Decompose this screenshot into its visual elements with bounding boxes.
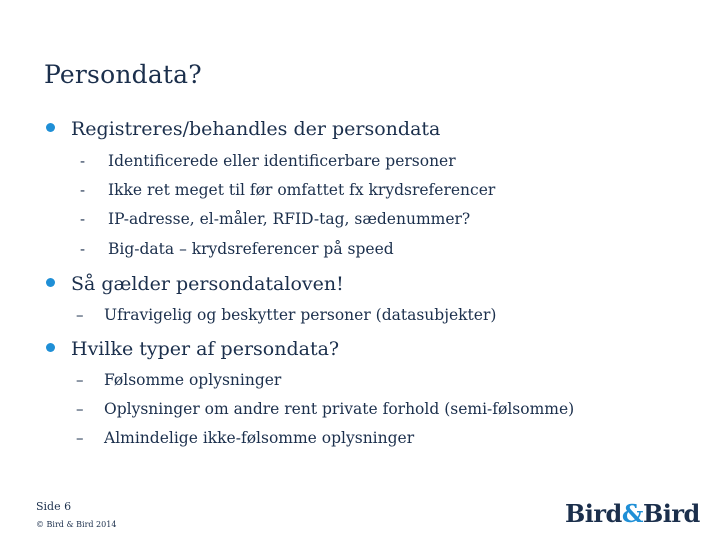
sub-item xyxy=(80,210,470,228)
dash-icon: – xyxy=(76,400,84,418)
sub-text: Oplysninger om andre rent private forhold (semi-følsomme) xyxy=(104,400,575,418)
sub-item xyxy=(76,429,414,447)
bullet-dot-icon xyxy=(46,278,55,287)
dash-icon: – xyxy=(76,371,84,389)
sub-item xyxy=(80,240,394,258)
dash-icon: - xyxy=(80,210,86,228)
bullet-item xyxy=(46,118,440,140)
bullet-text: Hvilke typer af persondata? xyxy=(71,338,340,360)
sub-text: Almindelige ikke-følsomme oplysninger xyxy=(104,429,415,447)
bullet-text: Registreres/behandles der persondata xyxy=(71,118,441,140)
bird-and-bird-logo xyxy=(565,499,700,528)
dash-icon: – xyxy=(76,306,84,324)
sub-text: IP-adresse, el-måler, RFID-tag, sædenummer? xyxy=(108,210,471,228)
bullet-text: Så gælder persondataloven! xyxy=(71,273,344,295)
sub-text: Big-data – krydsreferencer på speed xyxy=(108,240,394,258)
sub-item xyxy=(76,371,281,389)
slide-title: Persondata? xyxy=(44,60,202,89)
bullet-dot-icon xyxy=(46,123,55,132)
sub-item xyxy=(80,181,495,199)
sub-text: Identificerede eller identificerbare personer xyxy=(108,152,456,170)
bullet-item xyxy=(46,338,339,360)
logo-part1: Bird xyxy=(565,499,622,528)
dash-icon: – xyxy=(76,429,84,447)
sub-item xyxy=(76,400,574,418)
dash-icon: - xyxy=(80,240,86,258)
sub-text: Ikke ret meget til før omfattet fx krydsreferencer xyxy=(108,181,496,199)
bullet-dot-icon xyxy=(46,343,55,352)
logo-ampersand: & xyxy=(621,499,643,528)
dash-icon: - xyxy=(80,181,86,199)
bullet-item xyxy=(46,273,344,295)
sub-item xyxy=(80,152,456,170)
sub-text: Ufravigelig og beskytter personer (datasubjekter) xyxy=(104,306,497,324)
sub-text: Følsomme oplysninger xyxy=(104,371,282,389)
page-number: Side 6 xyxy=(36,500,72,513)
sub-item xyxy=(76,306,496,324)
dash-icon: - xyxy=(80,152,86,170)
copyright-text: © Bird & Bird 2014 xyxy=(36,520,117,529)
logo-part2: Bird xyxy=(643,499,700,528)
